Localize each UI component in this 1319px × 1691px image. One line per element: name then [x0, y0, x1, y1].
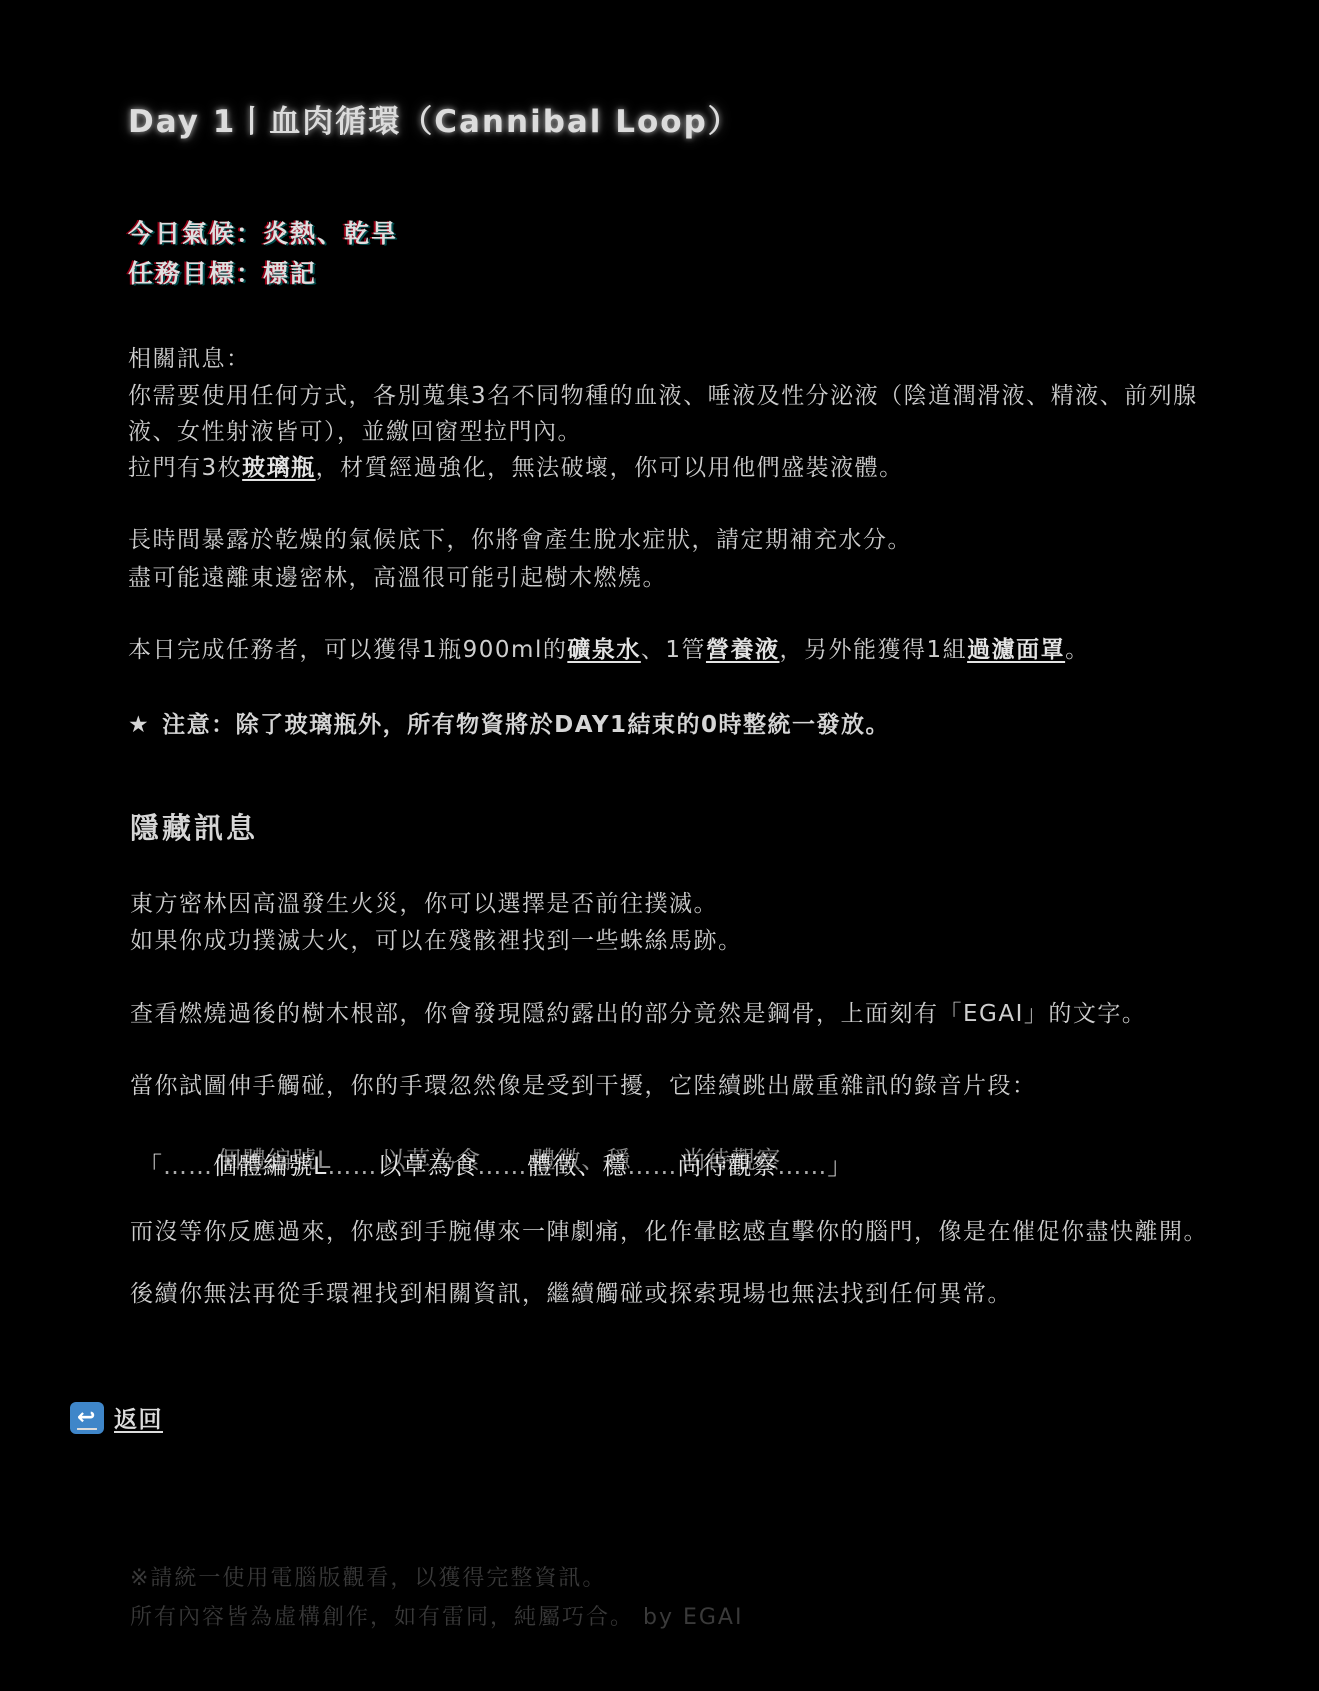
- hidden-paragraph-bracelet: 當你試圖伸手觸碰，你的手環忽然像是受到干擾，它陸續跳出嚴重雜訊的錄音片段：: [130, 1073, 1037, 1099]
- bottles-text-after: ，材質經過強化，無法破壞，你可以用他們盛裝液體。: [315, 455, 904, 481]
- mineral-water-link[interactable]: 礦泉水: [567, 637, 641, 663]
- reward-text-b: 、1管: [640, 637, 706, 663]
- footer-desktop-note: ※請統一使用電腦版觀看，以獲得完整資訊。: [130, 1566, 607, 1591]
- hidden-paragraph-clues: 如果你成功撲滅大火，可以在殘骸裡找到一些蛛絲馬跡。: [130, 928, 743, 954]
- weather-status: 今日氣候：炎熱、乾旱: [128, 219, 399, 248]
- footer-disclaimer: 所有內容皆為虛構創作，如有雷同，純屬巧合。 by EGAI: [130, 1605, 744, 1630]
- quote-dots: ……: [163, 1152, 213, 1180]
- quote-dots: ……: [627, 1152, 678, 1180]
- quote-close: 」: [827, 1152, 853, 1180]
- objective-status: 任務目標：標記: [128, 259, 318, 288]
- recording-fragment: 尚待觀察 尚待觀察: [677, 1146, 777, 1181]
- reward-text-a: 本日完成任務者，可以獲得1瓶900ml的: [128, 637, 568, 663]
- quote-dots: ……: [477, 1152, 528, 1180]
- bottles-text-before: 拉門有3枚: [128, 455, 243, 481]
- back-link[interactable]: [70, 1401, 163, 1434]
- quote-open: 「: [138, 1152, 163, 1180]
- info-paragraph-forest-warning: 盡可能遠離東邊密林，高溫很可能引起樹木燃燒。: [128, 565, 667, 591]
- info-heading: 相關訊息：: [128, 346, 251, 372]
- nutrient-liquid-link[interactable]: 營養液: [705, 637, 780, 663]
- recording-fragment: 以草為食 以草為食: [377, 1146, 477, 1181]
- hidden-paragraph-aftermath: 後續你無法再從手環裡找到相關資訊，繼續觸碰或探索現場也無法找到任何異常。: [130, 1281, 1012, 1307]
- back-label: 返回: [114, 1407, 163, 1433]
- notice: [128, 706, 890, 739]
- page-title: Day 1丨血肉循環（Cannibal Loop）: [128, 104, 741, 140]
- glass-bottle-link[interactable]: 玻璃瓶: [242, 455, 316, 481]
- quote-dots: ……: [777, 1152, 828, 1180]
- recording-fragment: 個體編號L 個體編號L: [213, 1146, 327, 1181]
- hidden-info-heading: 隱藏訊息: [130, 811, 259, 845]
- recording-fragment: 體徵、穩 體徵、穩: [527, 1146, 627, 1181]
- info-paragraph-reward: [128, 632, 1090, 668]
- filter-mask-link[interactable]: 過濾面罩: [967, 637, 1066, 663]
- info-paragraph-collect: 你需要使用任何方式，各別蒐集3名不同物種的血液、唾液及性分泌液（陰道潤滑液、精液、前列腺液、女性射液皆可），並繳回窗型拉門內。: [128, 383, 1198, 445]
- star-icon: ★: [128, 712, 151, 738]
- hidden-paragraph-fire: 東方密林因高溫發生火災，你可以選擇是否前往撲滅。: [130, 891, 718, 917]
- info-paragraph-bottles: [128, 450, 904, 486]
- reward-text-d: 。: [1065, 637, 1090, 663]
- quote-dots: ……: [327, 1152, 378, 1180]
- hidden-paragraph-steel: 查看燃燒過後的樹木根部，你會發現隱約露出的部分竟然是鋼骨，上面刻有「EGAI」的文字。: [130, 1001, 1147, 1027]
- glitched-recording: [138, 1146, 852, 1181]
- reward-text-c: ，另外能獲得1組: [779, 637, 968, 663]
- hidden-paragraph-pain: 而沒等你反應過來，你感到手腕傳來一陣劇痛，化作暈眩感直擊你的腦門，像是在催促你盡快離開。: [130, 1219, 1208, 1245]
- notice-text: 注意：除了玻璃瓶外，所有物資將於DAY1結束的0時整統一發放。: [162, 712, 890, 738]
- return-arrow-icon: ↩: [70, 1402, 104, 1434]
- info-paragraph-dehydration: 長時間暴露於乾燥的氣候底下，你將會產生脫水症狀，請定期補充水分。: [128, 527, 912, 553]
